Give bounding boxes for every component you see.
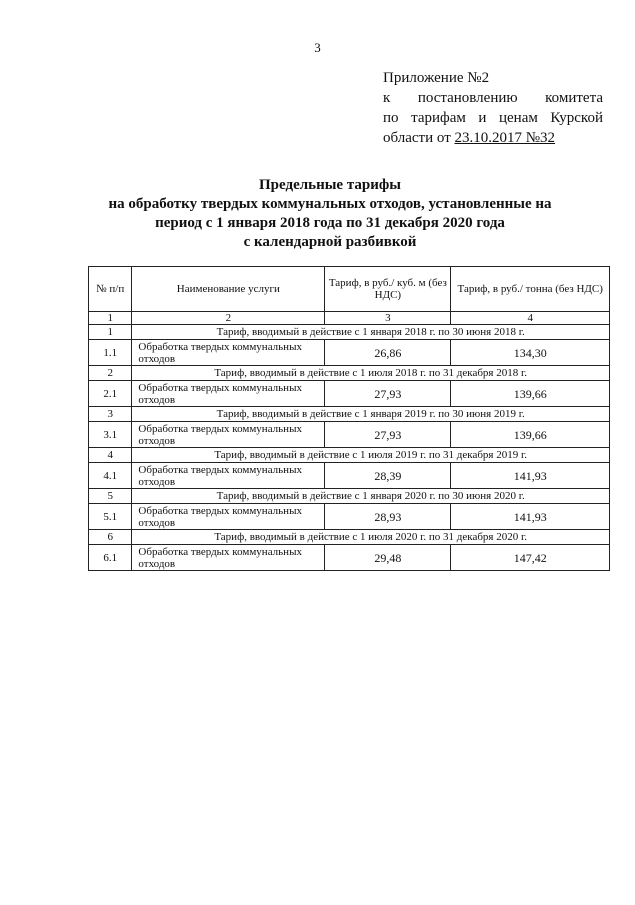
tariff-ton-value: 139,66 [451,422,610,448]
period-row [89,530,610,545]
tariff-m3-value: 29,48 [325,545,451,571]
period-row [89,366,610,381]
column-index: 2 [132,312,325,325]
service-name: Обработка твердых коммунальных отходов [132,545,325,571]
title-line-3: период с 1 января 2018 года по 31 декабря 2020 года [155,215,505,231]
period-description: Тариф, вводимый в действие с 1 июля 2019 г. по 31 декабря 2019 г. [132,448,610,463]
period-row [89,325,610,340]
period-description: Тариф, вводимый в действие с 1 июля 2018 г. по 31 декабря 2018 г. [132,366,610,381]
service-name: Обработка твердых коммунальных отходов [132,340,325,366]
appendix-block [383,68,603,148]
tariff-ton-value: 141,93 [451,463,610,489]
period-row [89,489,610,504]
period-row [89,407,610,422]
table-row [89,422,610,448]
period-number: 4 [89,448,132,463]
service-name: Обработка твердых коммунальных отходов [132,504,325,530]
service-name: Обработка твердых коммунальных отходов [132,463,325,489]
title-line-1: Предельные тарифы [259,177,401,193]
column-index: 1 [89,312,132,325]
period-number: 6 [89,530,132,545]
page-number: 3 [314,40,321,55]
appendix-line-3: по тарифам и ценам Курской [383,110,603,126]
tariff-ton-value: 134,30 [451,340,610,366]
tariff-ton-value: 147,42 [451,545,610,571]
document-title [60,176,600,252]
table-row [89,340,610,366]
table-row [89,381,610,407]
period-description: Тариф, вводимый в действие с 1 января 2019 г. по 30 июня 2019 г. [132,407,610,422]
header-number: № п/п [89,267,132,312]
item-number: 5.1 [89,504,132,530]
item-number: 3.1 [89,422,132,448]
tariff-m3-value: 27,93 [325,422,451,448]
period-number: 1 [89,325,132,340]
column-index-row [89,312,610,325]
table-row [89,504,610,530]
appendix-title: Приложение №2 [383,70,490,86]
tariff-m3-value: 28,39 [325,463,451,489]
item-number: 4.1 [89,463,132,489]
period-description: Тариф, вводимый в действие с 1 июля 2020 г. по 31 декабря 2020 г. [132,530,610,545]
item-number: 1.1 [89,340,132,366]
table-row [89,545,610,571]
tariff-table-body [89,267,610,571]
period-number: 2 [89,366,132,381]
period-description: Тариф, вводимый в действие с 1 января 2018 г. по 30 июня 2018 г. [132,325,610,340]
period-number: 5 [89,489,132,504]
appendix-line-2: к постановлению комитета [383,90,603,106]
appendix-line-4 [383,128,603,148]
title-line-2: на обработку твердых коммунальных отходов, установленные на [108,196,552,212]
appendix-date-prefix: области от [383,130,455,146]
period-row [89,448,610,463]
header-tariff-m3: Тариф, в руб./ куб. м (без НДС) [325,267,451,312]
appendix-date-number: 23.10.2017 №32 [454,130,556,146]
tariff-m3-value: 26,86 [325,340,451,366]
service-name: Обработка твердых коммунальных отходов [132,381,325,407]
tariff-m3-value: 28,93 [325,504,451,530]
period-number: 3 [89,407,132,422]
table-header-row [89,267,610,312]
tariff-ton-value: 141,93 [451,504,610,530]
period-description: Тариф, вводимый в действие с 1 января 2020 г. по 30 июня 2020 г. [132,489,610,504]
tariff-ton-value: 139,66 [451,381,610,407]
title-line-4: с календарной разбивкой [243,234,417,250]
column-index: 3 [325,312,451,325]
item-number: 6.1 [89,545,132,571]
header-tariff-ton: Тариф, в руб./ тонна (без НДС) [451,267,610,312]
tariff-table [88,266,610,571]
table-row [89,463,610,489]
tariff-m3-value: 27,93 [325,381,451,407]
item-number: 2.1 [89,381,132,407]
column-index: 4 [451,312,610,325]
service-name: Обработка твердых коммунальных отходов [132,422,325,448]
header-service: Наименование услуги [132,267,325,312]
